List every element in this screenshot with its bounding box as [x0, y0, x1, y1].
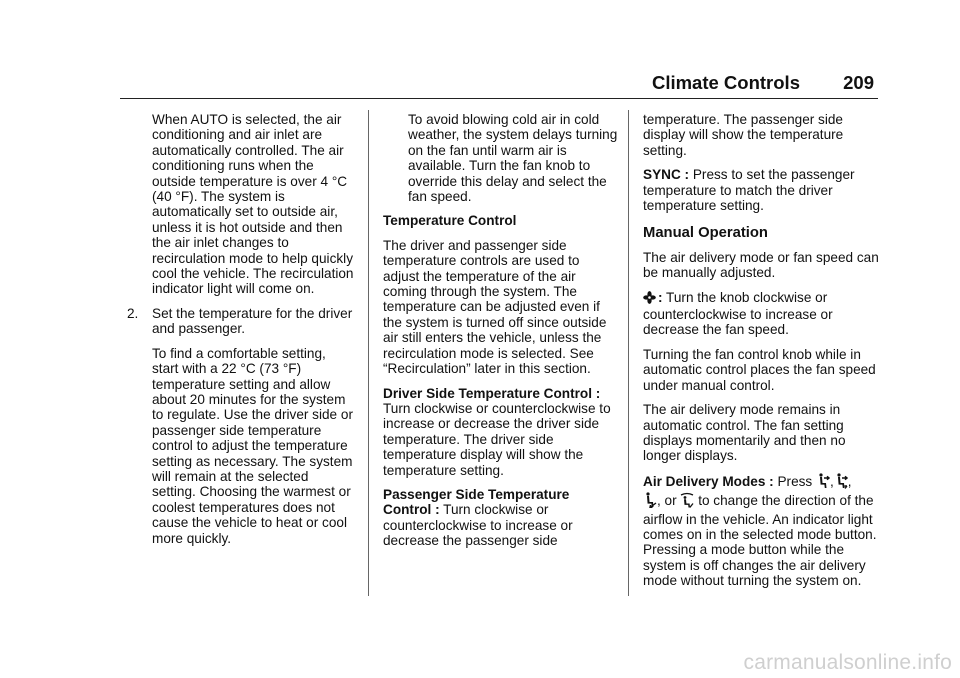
sync-paragraph	[643, 167, 881, 213]
sync-label: SYNC :	[643, 167, 690, 183]
floor-defrost-mode-icon	[680, 492, 694, 511]
temperature-paragraph: The driver and passenger side temperature controls are used to adjust the temperature of the air coming through the system. The temperature can be adjusted even if the system is turned off since outside air still enters the vehicle, unless the recirculation mode is selected. See “Recirculation” later in this section.	[383, 237, 607, 377]
passenger-temp-label: Passenger Side Temperature Control :	[383, 486, 570, 518]
page-header	[120, 70, 878, 99]
driver-temp-paragraph	[383, 386, 618, 478]
column-divider-1	[368, 110, 369, 596]
section-title: Climate Controls	[651, 72, 800, 93]
column-3	[643, 112, 881, 598]
list-number: 2.	[127, 305, 139, 321]
fan-icon	[643, 291, 656, 307]
air-delivery-press: Press	[773, 473, 817, 489]
comma-2: ,	[847, 473, 852, 489]
fan-paragraph	[643, 290, 881, 338]
passenger-temp-paragraph	[383, 487, 618, 549]
air-delivery-label: Air Delivery Modes :	[643, 473, 774, 489]
fan-label: :	[658, 289, 663, 305]
sync-text: Press to set the passenger temperature to match the driver temperature setting.	[643, 167, 855, 214]
cold-air-paragraph: To avoid blowing cold air in cold weather, the system delays turning on the fan until warm air is available. Turn the fan knob to override this delay and select the fan speed.	[408, 112, 618, 205]
comfort-paragraph: To find a comfortable setting, start with a 22 °C (73 °F) temperature setting and allow about 20 minutes for the system to regulate. Use the driver side or passenger side temperature control to adjust the temperature setting as necessary. The system will remain at the selected setting. Choosing the warmest or coolest temperatures does not cause the vehicle to heat or cool more quickly.	[152, 345, 353, 546]
temperature-control-heading: Temperature Control	[383, 213, 517, 229]
manual-intro-paragraph: The air delivery mode or fan speed can be manually adjusted.	[643, 249, 879, 281]
bi-level-mode-icon	[834, 473, 848, 492]
watermark: carmanualsonline.info	[743, 651, 952, 674]
comma-1: ,	[830, 473, 834, 489]
air-delivery-paragraph	[643, 473, 881, 589]
auto-paragraph: When AUTO is selected, the air conditioning and air inlet are automatically controlled. The air conditioning runs when the outside temperature is over 4 °C (40 °F). The system is automatically set to outside air, unless it is hot outside and then the air inlet changes to recirculation mode to help quickly cool the vehicle. The recirculation indicator light will come on.	[152, 112, 354, 297]
vent-mode-icon	[816, 473, 830, 492]
list-item-2	[127, 306, 355, 546]
list-item-text: Set the temperature for the driver and passenger.	[152, 305, 353, 337]
column-divider-2	[628, 110, 629, 596]
driver-temp-text: Turn clockwise or counterclockwise to increase or decrease the driver side temperature. The driver side temperature display will show the temperature setting.	[383, 400, 611, 478]
passenger-continued-paragraph: temperature. The passenger side display will show the temperature setting.	[643, 112, 844, 158]
column-1	[127, 112, 355, 555]
floor-mode-icon	[643, 492, 657, 511]
column-2	[383, 112, 618, 558]
air-delivery-auto-paragraph: The air delivery mode remains in automatic control. The fan setting displays momentarily and then no longer displays.	[643, 402, 846, 464]
driver-temp-label: Driver Side Temperature Control :	[383, 385, 601, 401]
air-delivery-text: to change the direction of the airflow in the vehicle. An indicator light comes on in the selected mode button. Pressing a mode button while the system is off changes the air delivery mode without turning the system on.	[643, 493, 877, 589]
fan-manual-paragraph: Turning the fan control knob while in automatic control places the fan speed under manual control.	[643, 346, 876, 393]
page-number: 209	[843, 72, 874, 93]
fan-text: Turn the knob clockwise or counterclockwise to increase or decrease the fan speed.	[643, 289, 833, 338]
passenger-temp-text: Turn clockwise or counterclockwise to increase or decrease the passenger side	[383, 502, 573, 549]
manual-operation-heading: Manual Operation	[643, 225, 768, 242]
or-text: , or	[657, 493, 681, 509]
